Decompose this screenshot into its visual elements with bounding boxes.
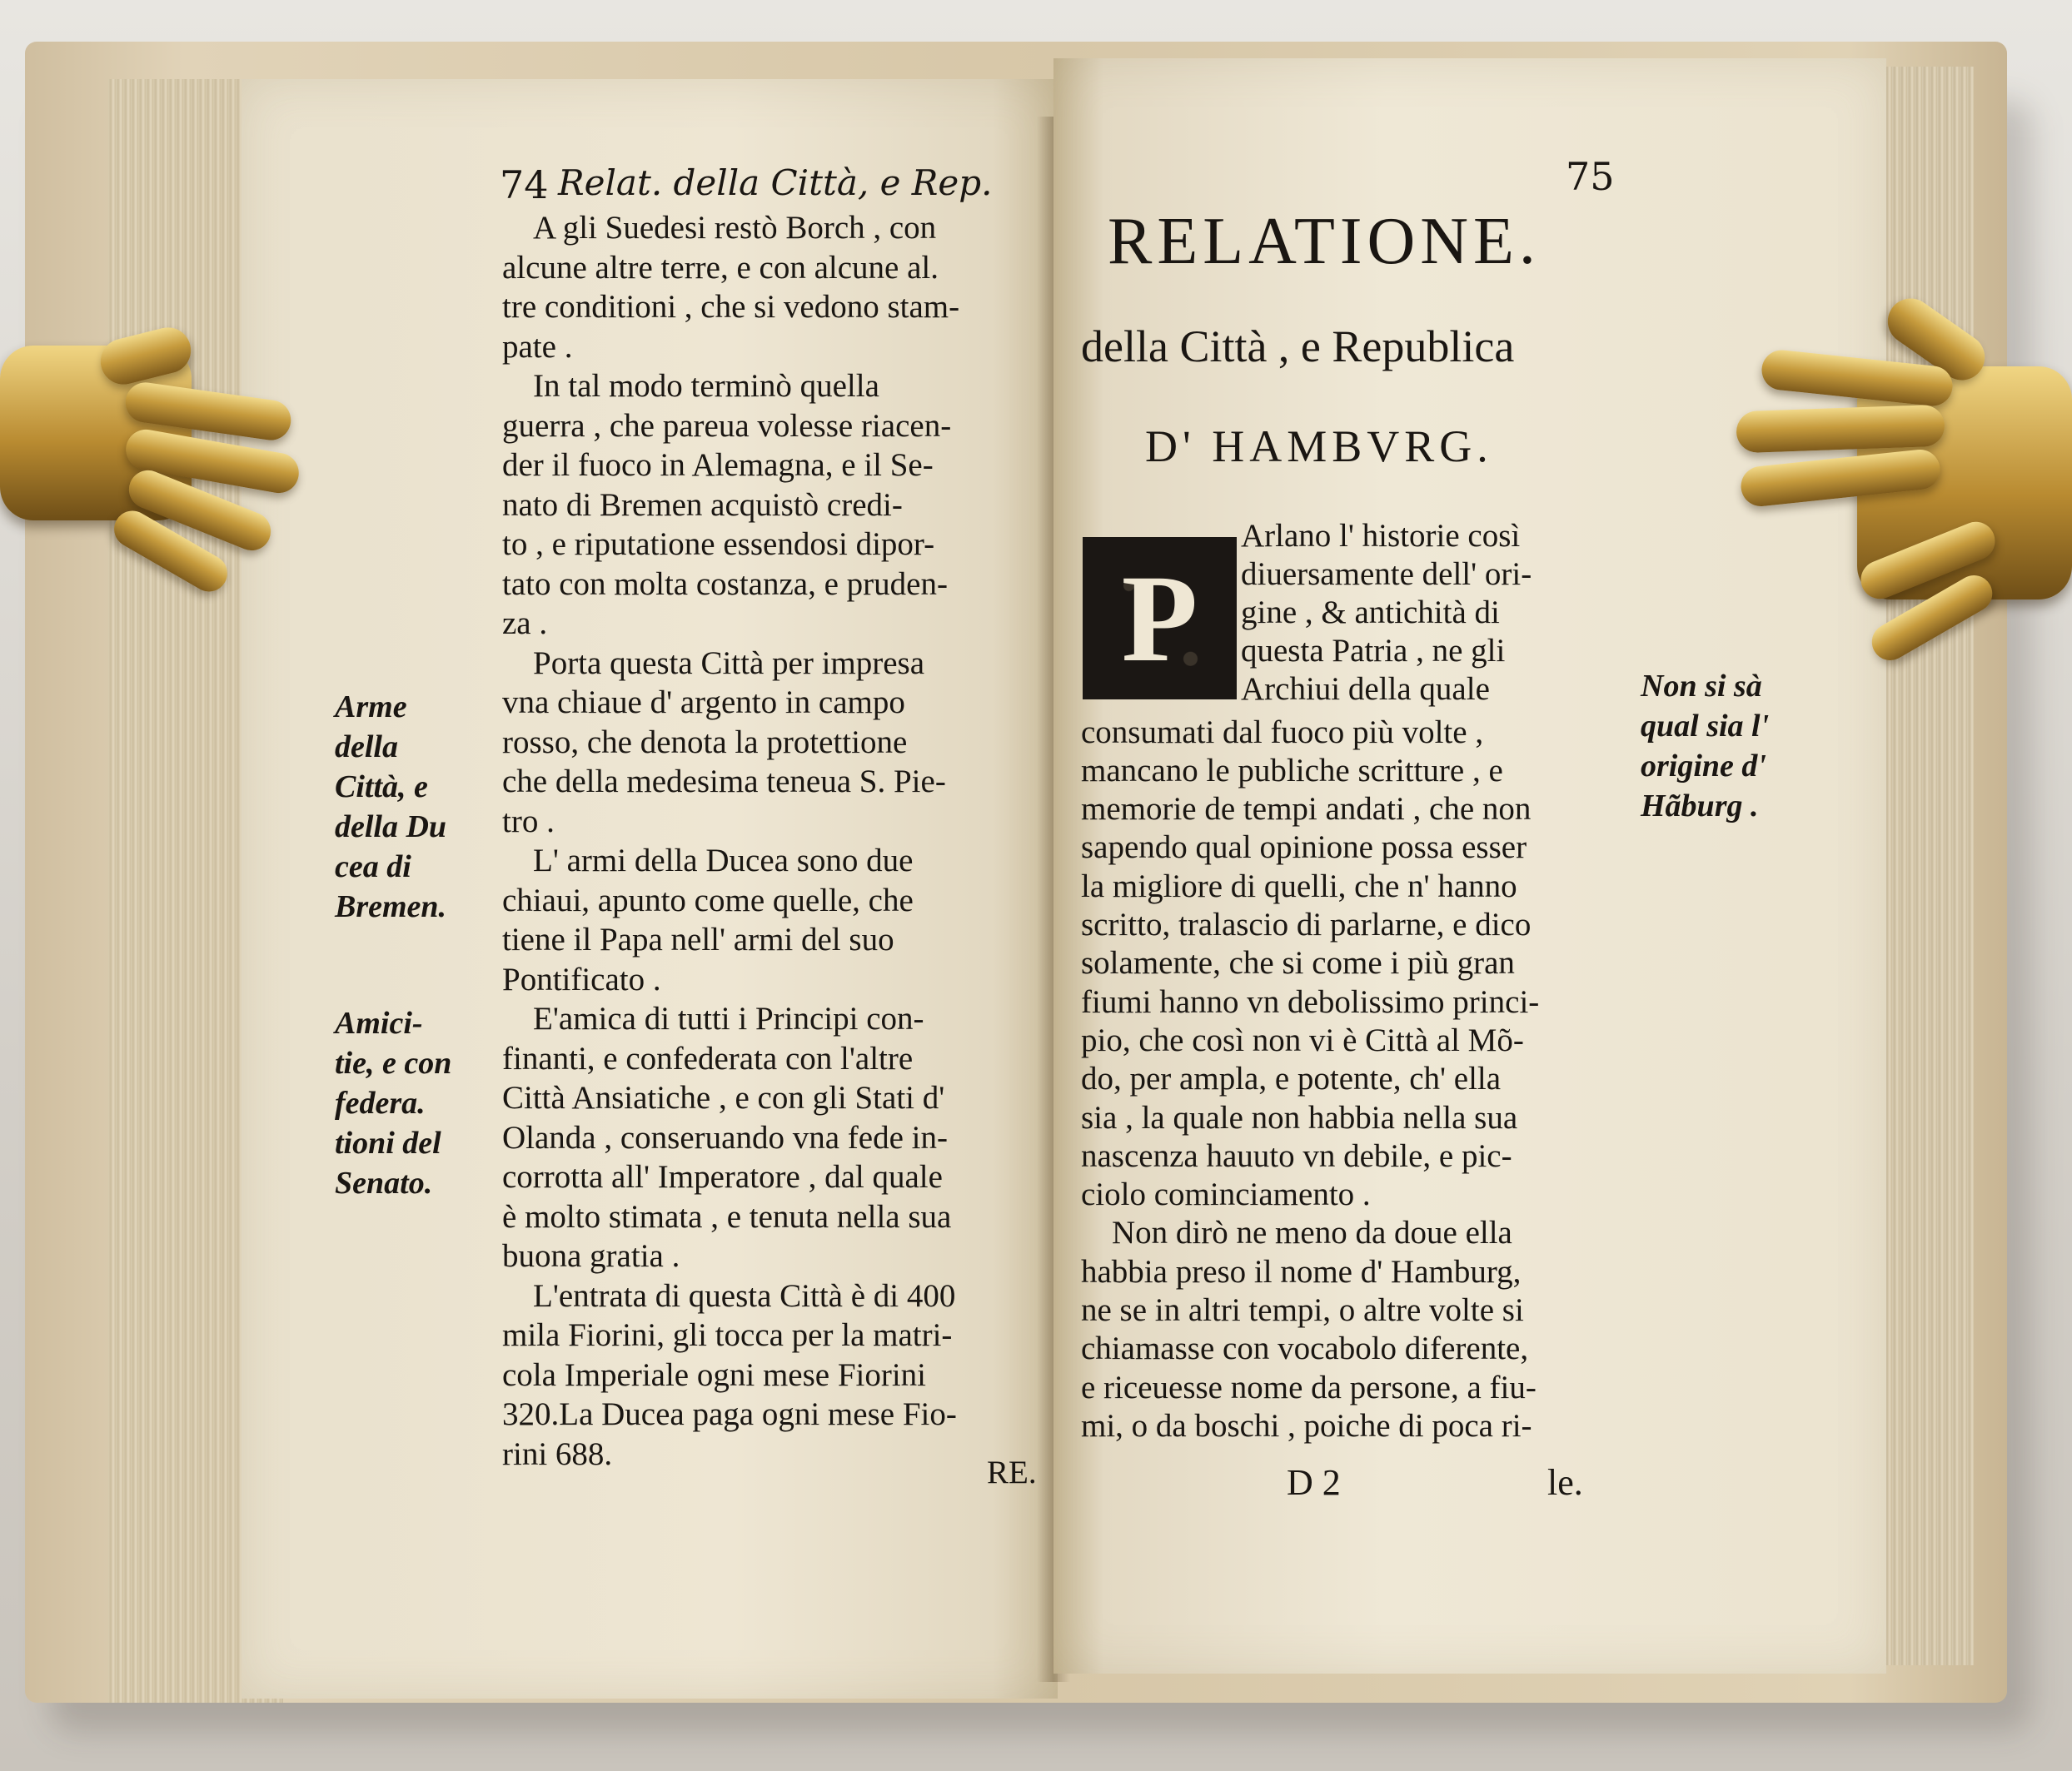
text-line: che della medesima teneua S. Pie- <box>502 764 946 799</box>
text-line: tre conditioni , che si vedono stam- <box>502 289 960 325</box>
text-line: A gli Suedesi restò Borch , con <box>533 210 937 246</box>
margin-note-line: tioni del <box>335 1126 441 1161</box>
text-line: mancano le publiche scritture , e <box>1081 752 1503 788</box>
text-line: nato di Bremen acquistò credi- <box>502 486 903 523</box>
text-line: to , e riputatione essendosi dipor- <box>502 526 935 562</box>
margin-note-origine <box>1641 666 1769 826</box>
left-catchword: RE. <box>987 1455 1037 1490</box>
margin-note-line: federa. <box>335 1086 426 1121</box>
left-page-number: 74 <box>500 162 549 207</box>
text-line: è molto stimata , e tenuta nella sua <box>502 1198 952 1235</box>
text-line: L' armi della Ducea sono due <box>533 843 914 878</box>
text-line: mila Fiorini, gli tocca per la matri- <box>502 1317 953 1353</box>
text-line: pio, che così non vi è Città al Mõ- <box>1081 1022 1524 1058</box>
signature-mark: D 2 <box>1287 1462 1341 1503</box>
text-line: buona gratia . <box>502 1238 680 1274</box>
margin-note-line: Città, e <box>335 769 428 804</box>
text-line: Porta questa Città per impresa <box>533 644 925 681</box>
margin-note-line: Hãburg . <box>1641 788 1759 823</box>
text-line: Arlano l' historie così <box>1241 518 1521 554</box>
text-line: In tal modo terminò quella <box>533 368 879 404</box>
margin-note-line: Arme <box>335 689 407 724</box>
text-line: Archiui della quale <box>1241 671 1490 707</box>
subtitle-line-2: D' HAMBVRG. <box>1145 421 1493 471</box>
text-line: gine , & antichità di <box>1241 594 1500 630</box>
text-line: Non dirò ne meno da doue ella <box>1112 1215 1512 1251</box>
text-line: rini 688. <box>502 1435 613 1472</box>
text-line: der il fuoco in Alemagna, e il Se- <box>502 447 934 483</box>
text-line: ne se in altri tempi, o altre volte si <box>1081 1292 1524 1328</box>
text-line: habbia preso il nome d' Hamburg, <box>1081 1253 1522 1290</box>
text-line: nascenza hauuto vn debile, e pic- <box>1081 1137 1512 1174</box>
text-line: tro . <box>502 803 555 839</box>
text-line: fiumi hanno vn debolissimo princi- <box>1081 983 1540 1020</box>
text-line: chiaui, apunto come quelle, che <box>502 882 914 918</box>
text-line: scritto, tralascio di parlarne, e dico <box>1081 907 1532 943</box>
text-line: pate . <box>502 328 573 365</box>
margin-note-amicitie <box>335 1003 451 1203</box>
margin-note-line: Bremen. <box>335 889 447 924</box>
text-line: e riceuesse nome da persone, a fiu- <box>1081 1369 1537 1405</box>
text-line: 320.La Ducea paga ogni mese Fio- <box>502 1396 957 1432</box>
text-line: memorie de tempi andati , che non <box>1081 791 1532 828</box>
text-line: Città Ansiatiche , e con gli Stati d' <box>502 1080 945 1116</box>
text-line: rosso, che denota la protettione <box>502 724 908 760</box>
text-line: tiene il Papa nell' armi del suo <box>502 922 894 958</box>
text-line: tato con molta costanza, e pruden- <box>502 565 948 602</box>
subtitle-line-1: della Città , e Republica <box>1081 321 1515 371</box>
margin-note-line: cea di <box>335 849 411 884</box>
decorated-initial: P <box>1083 537 1237 699</box>
text-line: cola Imperiale ogni mese Fiorini <box>502 1356 927 1393</box>
text-line: alcune altre terre, e con alcune al. <box>502 249 939 286</box>
margin-note-line: tie, e con <box>335 1046 452 1081</box>
margin-note-line: Amici- <box>335 1006 423 1041</box>
text-line: finanti, e confederata con l'altre <box>502 1040 914 1077</box>
text-line: guerra , che pareua volesse riacen- <box>502 407 952 444</box>
text-line: za . <box>502 605 548 641</box>
margin-note-line: Senato. <box>335 1166 433 1201</box>
text-line: sia , la quale non habbia nella sua <box>1081 1099 1518 1136</box>
right-catchword: le. <box>1547 1462 1583 1503</box>
margin-note-arme <box>335 687 446 927</box>
text-line: chiamasse con vocabolo diferente, <box>1081 1331 1529 1367</box>
right-page-number: 75 <box>1566 154 1615 199</box>
text-line: solamente, che si come i più gran <box>1081 945 1515 982</box>
text-line: la migliore di quelli, che n' hanno <box>1081 868 1517 904</box>
text-line: do, per ampla, e potente, ch' ella <box>1081 1061 1502 1097</box>
text-line: L'entrata di questa Città è di 400 <box>533 1277 956 1314</box>
chapter-title: RELATIONE. <box>1108 205 1541 278</box>
text-line: Pontificato . <box>502 961 661 997</box>
text-line: Olanda , conseruando vna fede in- <box>502 1119 948 1156</box>
text-line: mi, o da boschi , poiche di poca ri- <box>1081 1407 1532 1444</box>
text-line: corrotta all' Imperatore , dal quale <box>502 1159 943 1195</box>
text-line: questa Patria , ne gli <box>1241 633 1506 669</box>
margin-note-line: origine d' <box>1641 749 1766 784</box>
running-head: Relat. della Città, e Rep. <box>558 162 993 203</box>
text-line: diuersamente dell' ori- <box>1241 556 1532 592</box>
margin-note-line: della Du <box>335 809 447 844</box>
margin-note-line: qual sia l' <box>1641 709 1770 744</box>
text-line: vna chiaue d' argento in campo <box>502 684 905 720</box>
text-line: sapendo qual opinione possa esser <box>1081 829 1527 866</box>
margin-note-line: della <box>335 729 398 764</box>
text-line: consumati dal fuoco più volte , <box>1081 714 1484 750</box>
text-line: ciolo cominciamento . <box>1081 1177 1371 1213</box>
margin-note-line: Non si sà <box>1641 669 1762 704</box>
text-line: E'amica di tutti i Principi con- <box>533 1001 924 1037</box>
